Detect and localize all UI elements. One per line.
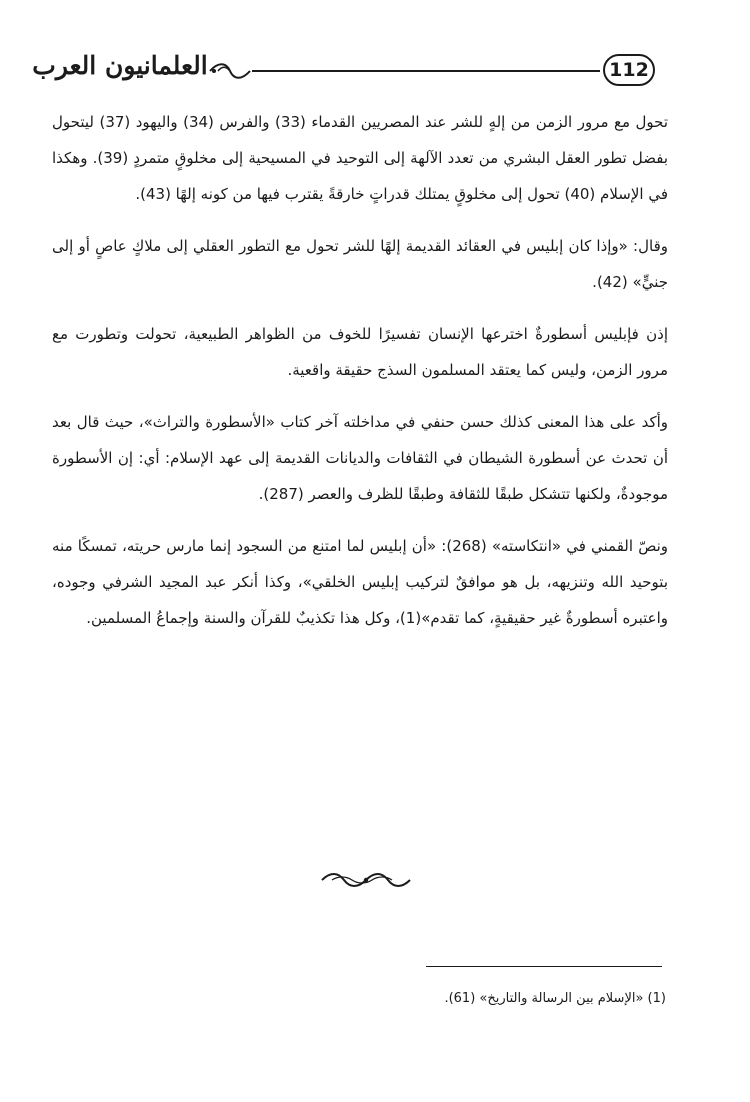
section-separator-icon — [320, 868, 412, 892]
footnote-rule — [426, 966, 662, 967]
ornament-icon — [208, 60, 252, 82]
page-header — [0, 0, 750, 110]
paragraph: وأكد على هذا المعنى كذلك حسن حنفي في مداخلته آخر كتاب «الأسطورة والتراث»، حيث قال بعد أن تحدث عن أسطورة الشيطان في الثقافات والديانات القديمة إلى عهد الإسلام: أي: إن الأسطورة موجودةٌ، ولكنها تتشكل طبقًا للثقافة وطبقًا للظرف والعصر (287). — [52, 413, 668, 503]
main-text — [52, 104, 668, 636]
paragraph: ونصّ القمني في «انتكاسته» (268): «أن إبليس لما امتنع من السجود إنما مارس حريته، تمسكًا منه بتوحيد الله وتنزيهه، بل هو موافقٌ لتركيب إبليس الخلقي»، وكذا أنكر عبد المجيد الشرفي وجوده، واعتبره أسطورةٌ غير حقيقيةٍ، كما تقدم»(1)، وكل هذا تكذيبٌ للقرآن والسنة وإجماعُ المسلمين. — [52, 537, 668, 627]
footnote: (1) «الإسلام بين الرسالة والتاريخ» (61). — [444, 991, 666, 1006]
header-rule — [252, 70, 600, 72]
paragraph: إذن فإبليس أسطورةٌ اخترعها الإنسان تفسيرًا للخوف من الظواهر الطبيعية، تحولت وتطورت مع مرور الزمن، وليس كما يعتقد المسلمون السذج حقيقة واقعية. — [52, 325, 668, 379]
running-title: العلمانيون العرب — [32, 51, 208, 80]
page-number: 112 — [603, 54, 655, 86]
paragraph: تحول مع مرور الزمن من إلهٍ للشر عند المصريين القدماء (33) والفرس (34) واليهود (37) ليتحول بفضل تطور العقل البشري من تعدد الآلهة إلى التوحيد في المسيحية إلى مخلوقٍ متمردٍ (39). وهكذا في الإسلام (40) تحول إلى مخلوقٍ يمتلك قدراتٍ خارقةً يقترب فيها من كونه إلهًا (43). — [52, 113, 669, 203]
paragraph: وقال: «وإذا كان إبليس في العقائد القديمة إلهًا للشر تحول مع التطور العقلي إلى ملاكٍ عاصٍ أو إلى جنيٍّ» (42). — [52, 237, 668, 291]
